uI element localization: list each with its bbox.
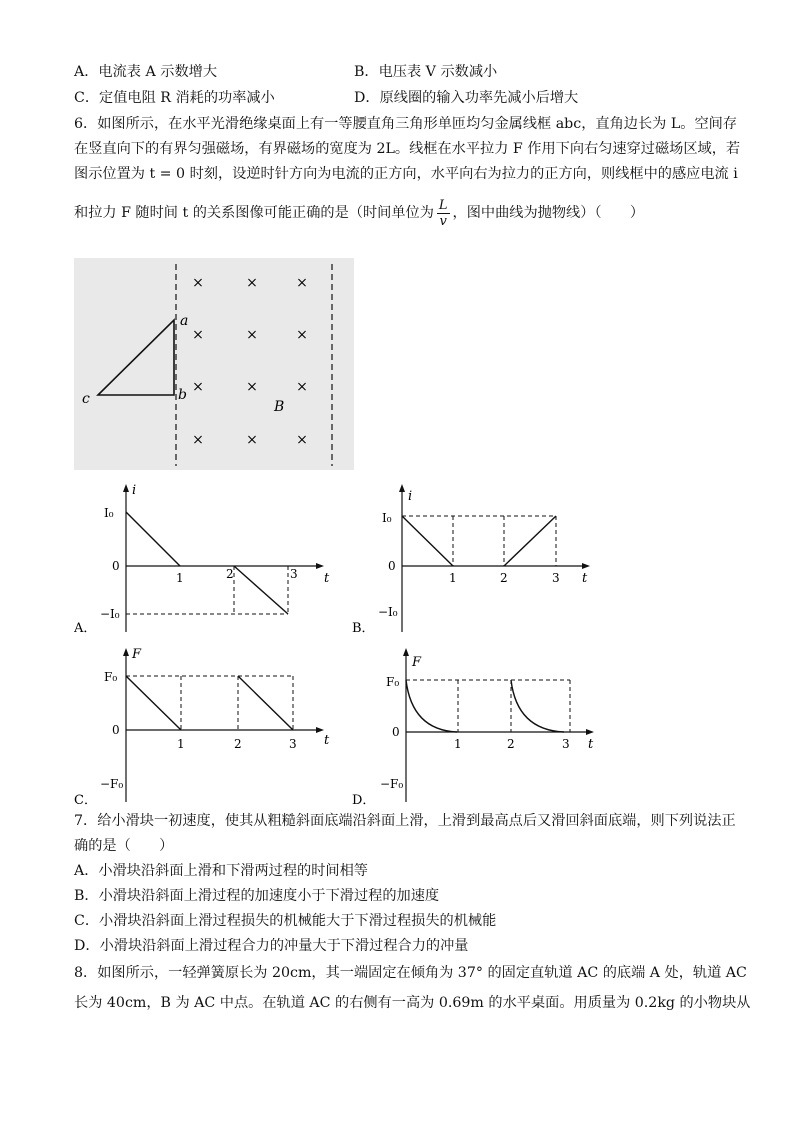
axis-t-label: t: [588, 737, 594, 752]
q5-option-b: B．电压表 V 示数减小: [354, 64, 498, 80]
axis-t-label: t: [582, 571, 588, 586]
q6-line4-pre: 和拉力 F 随时间 t 的关系图像可能正确的是（时间单位为: [74, 205, 434, 221]
field-cross-mark: ×: [296, 327, 308, 343]
axis-F-label: F: [132, 647, 142, 662]
graph-a: [74, 480, 344, 640]
option-c-label: C．: [74, 793, 97, 808]
tick-F0: F₀: [104, 670, 118, 684]
tick-zero: 0: [112, 559, 120, 573]
vertex-c-label: c: [82, 391, 90, 407]
option-d-label: D．: [352, 793, 376, 808]
tick-2: 2: [507, 737, 515, 751]
tick-1: 1: [449, 571, 457, 585]
q6-stem-line-3: 图示位置为 t = 0 时刻，设逆时针方向为电流的正方向，水平向右为拉力的正方向，则线框中的感应电流 i: [74, 166, 738, 182]
q5-option-a: A．电流表 A 示数增大: [74, 64, 218, 80]
q6-stem-line-4: [74, 196, 644, 230]
field-cross-mark: ×: [296, 432, 308, 448]
fraction-denominator: v: [439, 213, 447, 229]
magnetic-field-figure: [74, 258, 354, 470]
axis-F-label: F: [412, 655, 422, 670]
tick-zero: 0: [392, 725, 400, 739]
tick-1: 1: [177, 737, 185, 751]
tick-2: 2: [226, 567, 234, 581]
q7-stem-line-1: 7．给小滑块一初速度，使其从粗糙斜面底端沿斜面上滑，上滑到最高点后又滑回斜面底端，则下列说法正: [74, 813, 736, 829]
tick-I0: I₀: [382, 511, 392, 525]
tick-zero: 0: [112, 723, 120, 737]
graph-b: [350, 480, 620, 640]
field-cross-mark: ×: [192, 275, 204, 291]
tick-1: 1: [454, 737, 462, 751]
field-cross-mark: ×: [296, 379, 308, 395]
tick-zero: 0: [388, 559, 396, 573]
field-cross-mark: ×: [192, 432, 204, 448]
q8-stem-line-2: 长为 40cm，B 为 AC 中点。在轨道 AC 的右侧有一高为 0.69m 的水平桌面。用质量为 0.2kg 的小物块从: [74, 995, 751, 1011]
field-cross-mark: ×: [246, 432, 258, 448]
q6-stem-line-1: 6．如图所示，在水平光滑绝缘桌面上有一等腰直角三角形单匝均匀金属线框 abc，直角边长为 L。空间存: [74, 116, 738, 132]
option-b-label: B．: [352, 621, 375, 636]
field-cross-mark: ×: [296, 275, 308, 291]
field-cross-mark: ×: [246, 275, 258, 291]
tick-negI0: −I₀: [378, 605, 398, 619]
field-cross-mark: ×: [246, 327, 258, 343]
field-b-label: B: [274, 399, 285, 415]
tick-3: 3: [289, 737, 297, 751]
tick-negF0: −F₀: [380, 777, 404, 791]
tick-3: 3: [290, 567, 298, 581]
q5-option-d: D．原线圈的输入功率先减小后增大: [354, 90, 579, 106]
field-cross-mark: ×: [246, 379, 258, 395]
tick-negI0: −I₀: [100, 607, 120, 621]
q7-option-c: C．小滑块沿斜面上滑过程损失的机械能大于下滑过程损失的机械能: [74, 913, 497, 929]
axis-t-label: t: [324, 733, 330, 748]
tick-I0: I₀: [104, 506, 114, 520]
graph-d: [350, 644, 620, 808]
vertex-a-label: a: [180, 313, 189, 329]
tick-2: 2: [234, 737, 242, 751]
q7-option-b: B．小滑块沿斜面上滑过程的加速度小于下滑过程的加速度: [74, 888, 440, 904]
graph-c: [74, 644, 344, 808]
time-unit-fraction: [437, 198, 450, 229]
q6-line4-post: ，图中曲线为抛物线）（ ）: [452, 205, 645, 221]
vertex-b-label: b: [178, 387, 187, 403]
tick-2: 2: [500, 571, 508, 585]
q7-option-d: D．小滑块沿斜面上滑过程合力的冲量大于下滑过程合力的冲量: [74, 938, 469, 954]
q7-option-a: A．小滑块沿斜面上滑和下滑两过程的时间相等: [74, 863, 368, 879]
field-cross-mark: ×: [192, 379, 204, 395]
option-a-label: A．: [74, 621, 97, 636]
axis-t-label: t: [324, 571, 330, 586]
tick-1: 1: [176, 571, 184, 585]
tick-3: 3: [552, 571, 560, 585]
fraction-numerator: L: [438, 197, 448, 213]
axis-i-label: i: [132, 483, 137, 498]
q7-stem-line-2: 确的是（ ）: [74, 838, 174, 854]
q6-stem-line-2: 在竖直向下的有界匀强磁场，有界磁场的宽度为 2L。线框在水平拉力 F 作用下向右匀速穿过磁场区域，若: [74, 141, 741, 157]
q5-option-c: C．定值电阻 R 消耗的功率减小: [74, 90, 275, 106]
tick-3: 3: [562, 737, 570, 751]
q8-stem-line-1: 8．如图所示，一轻弹簧原长为 20cm，其一端固定在倾角为 37° 的固定直轨道 AC 的底端 A 处，轨道 AC: [74, 965, 747, 981]
field-cross-mark: ×: [192, 327, 204, 343]
axis-i-label: i: [408, 489, 413, 504]
tick-negF0: −F₀: [100, 777, 124, 791]
tick-F0: F₀: [386, 675, 400, 689]
